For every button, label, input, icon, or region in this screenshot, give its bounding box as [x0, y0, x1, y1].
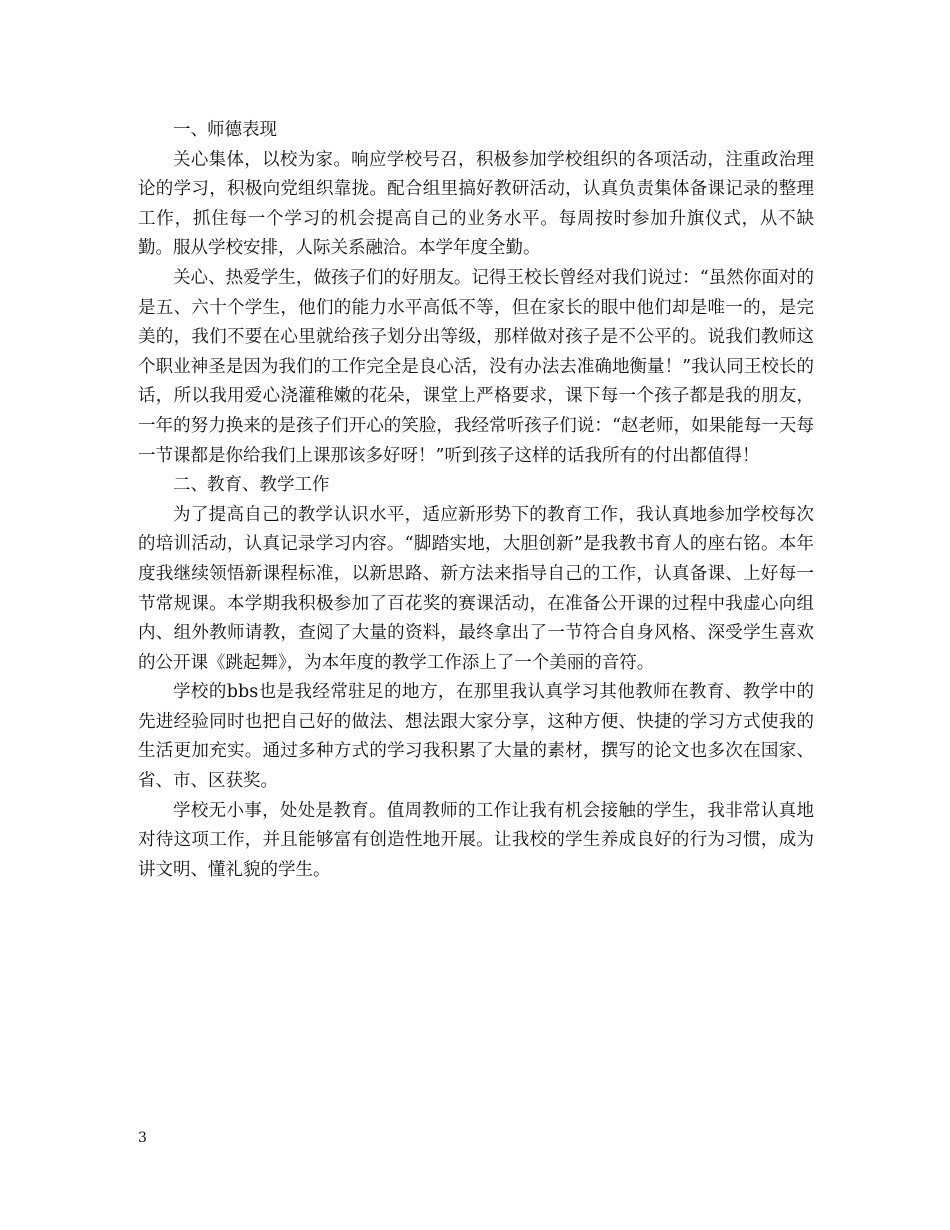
section-heading	[138, 116, 814, 146]
page-number: 3	[138, 1130, 147, 1146]
section-title: 教育、教学工作	[207, 475, 330, 496]
paragraph: 学校无小事，处处是教育。值周教师的工作让我有机会接触的学生，我非常认真地对待这项工作，并且能够富有创造性地开展。让我校的学生养成良好的行为习惯，成为讲文明、懂礼貌的学生。	[138, 800, 814, 880]
paragraph: 关心、热爱学生，做孩子们的好朋友。记得王校长曾经对我们说过：“虽然你面对的是五、六十个学生，他们的能力水平高低不等，但在家长的眼中他们却是唯一的，是完美的，我们不要在心里就给孩子划分出等级，那样做对孩子是不公平的。说我们教师这个职业神圣是因为我们的工作完全是良心活，没有办法去准确地衡量！”我认同王校长的话，所以我用爱心浇灌稚嫩的花朵，课堂上严格要求，课下每一个孩子都是我的朋友，一年的努力换来的是孩子们开心的笑脸，我经常听孩子们说：“赵老师，如果能每一天每一节课都是你给我们上课那该多好呀！”听到孩子这样的话我所有的付出都值得！	[138, 267, 814, 466]
section-number: 二、	[173, 475, 208, 496]
section-number: 一、	[173, 120, 208, 140]
paragraph: 为了提高自己的教学认识水平，适应新形势下的教育工作，我认真地参加学校每次的培训活动，认真记录学习内容。“脚踏实地，大胆创新”是我教书育人的座右铭。本年度我继续领悟新课程标准，以新思路、新方法来指导自己的工作，认真备课、上好每一节常规课。本学期我积极参加了百花奖的赛课活动，在准备公开课的过程中我虚心向组内、组外教师请教，查阅了大量的资料，最终拿出了一节符合自身风格、深受学生喜欢的公开课《跳起舞》，为本年度的教学工作添上了一个美丽的音符。	[138, 504, 814, 673]
paragraph: 关心集体，以校为家。响应学校号召，积极参加学校组织的各项活动，注重政治理论的学习，积极向党组织靠拢。配合组里搞好教研活动，认真负责集体备课记录的整理工作，抓住每一个学习的机会提高自己的业务水平。每周按时参加升旗仪式，从不缺勤。服从学校安排，人际关系融洽。本学年度全勤。	[138, 149, 814, 259]
section-title: 师德表现	[207, 120, 277, 140]
paragraph: 学校的bbs也是我经常驻足的地方，在那里我认真学习其他教师在教育、教学中的先进经验同时也把自己好的做法、想法跟大家分享，这种方便、快捷的学习方式使我的生活更加充实。通过多种方式的学习我积累了大量的素材，撰写的论文也多次在国家、省、市、区获奖。	[138, 682, 814, 792]
document-page	[138, 116, 814, 885]
section-heading	[138, 471, 814, 501]
